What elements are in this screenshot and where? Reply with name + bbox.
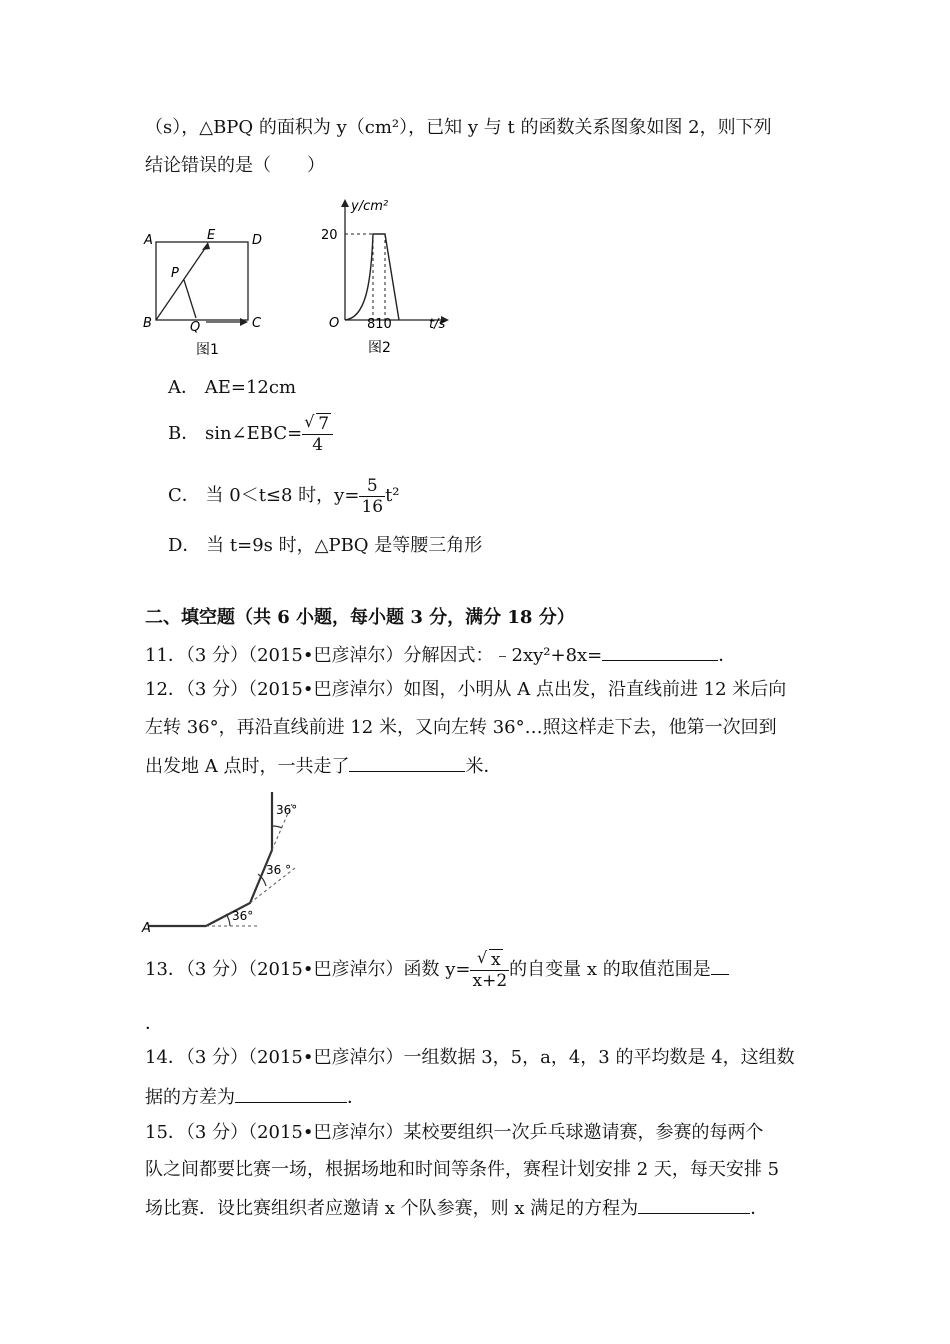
question-13 bbox=[145, 948, 729, 992]
origin-label: O bbox=[329, 316, 340, 331]
q14-line-1: 14．（3 分）（2015•巴彦淖尔）一组数据 3，5，a，4，3 的平均数是 4，这组数 bbox=[145, 1047, 795, 1068]
q13-den: x+2 bbox=[472, 970, 508, 991]
arc-3 bbox=[272, 826, 282, 828]
x-ticks: 810 bbox=[367, 317, 392, 332]
figure-3 bbox=[140, 788, 320, 938]
q12-line-3-post: 米． bbox=[465, 756, 502, 777]
label-a: A bbox=[144, 233, 153, 248]
q13-line-2: ． bbox=[145, 1013, 163, 1034]
option-c-num: 5 bbox=[359, 476, 385, 497]
q14-line-2-pre: 据的方差为 bbox=[145, 1087, 235, 1108]
q15-line-2: 队之间都要比赛一场，根据场地和时间等条件，赛程计划安排 2 天，每天安排 5 bbox=[145, 1159, 780, 1180]
option-d-text: 当 t=9s 时，△PBQ 是等腰三角形 bbox=[206, 535, 483, 556]
q12-line-2: 左转 36°，再沿直线前进 12 米，又向左转 36°…照这样走下去，他第一次回到 bbox=[145, 717, 777, 738]
label-e: E bbox=[207, 228, 216, 243]
section-2-title: 二、填空题（共 6 小题，每小题 3 分，满分 18 分） bbox=[145, 607, 575, 628]
option-b-pre: sin∠EBC= bbox=[204, 423, 303, 444]
caption-fig2: 图2 bbox=[368, 340, 391, 356]
option-a-letter: A． bbox=[168, 377, 199, 398]
option-c-pre: 当 0＜t≤8 时，y= bbox=[205, 485, 360, 506]
option-c-post: t² bbox=[385, 485, 400, 506]
label-p: P bbox=[171, 266, 179, 281]
question-11 bbox=[145, 642, 736, 668]
q14-blank[interactable] bbox=[235, 1084, 347, 1103]
q12-line-1: 12．（3 分）（2015•巴彦淖尔）如图，小明从 A 点出发，沿直线前进 12 米后向 bbox=[145, 679, 787, 700]
q12-blank[interactable] bbox=[349, 753, 465, 772]
q13-post: 的自变量 x 的取值范围是 bbox=[509, 959, 711, 980]
y-axis-arrow bbox=[341, 199, 349, 207]
option-b-den: 4 bbox=[312, 434, 324, 455]
q15-line-3-post: ． bbox=[750, 1198, 769, 1219]
segment-be bbox=[156, 244, 208, 320]
q15-line-3-pre: 场比赛．设比赛组织者应邀请 x 个队参赛，则 x 满足的方程为 bbox=[145, 1198, 639, 1219]
angle-label-3: 36° bbox=[276, 803, 298, 817]
q14-line-2-post: ． bbox=[347, 1087, 365, 1108]
figure-1 bbox=[140, 222, 280, 362]
intro-line-2: 结论错误的是（ ） bbox=[145, 155, 325, 176]
label-q: Q bbox=[190, 320, 201, 335]
label-b: B bbox=[143, 316, 152, 331]
q15-line-3 bbox=[145, 1195, 768, 1221]
q13-pre: 13．（3 分）（2015•巴彦淖尔）函数 y= bbox=[145, 959, 471, 980]
option-a bbox=[168, 376, 296, 400]
point-a-label: A bbox=[142, 921, 151, 936]
label-c: C bbox=[252, 316, 262, 331]
walk-path bbox=[148, 792, 272, 926]
option-c bbox=[168, 474, 400, 518]
option-d-letter: D． bbox=[168, 535, 201, 556]
option-a-text: AE=12cm bbox=[204, 377, 297, 398]
q12-line-3 bbox=[145, 753, 501, 779]
q13-num: x bbox=[491, 949, 501, 970]
curve bbox=[345, 234, 399, 320]
q12-line-3-pre: 出发地 A 点时，一共走了 bbox=[145, 756, 350, 777]
q11-end: ． bbox=[718, 645, 737, 666]
option-b-num: 7 bbox=[318, 413, 330, 434]
q15-blank[interactable] bbox=[638, 1195, 750, 1214]
option-c-letter: C． bbox=[168, 485, 200, 506]
q14-line-2 bbox=[145, 1084, 365, 1110]
option-b bbox=[168, 412, 333, 456]
segment-pq bbox=[184, 280, 196, 318]
y-tick-20: 20 bbox=[321, 228, 338, 243]
angle-label-1: 36° bbox=[232, 909, 254, 923]
q13-blank[interactable] bbox=[711, 956, 729, 975]
intro-line-1: （s），△BPQ 的面积为 y（cm²），已知 y 与 t 的函数关系图象如图 2，则下列 bbox=[145, 117, 772, 138]
caption-fig1: 图1 bbox=[196, 342, 219, 358]
q11-text: 11．（3 分）（2015•巴彦淖尔）分解因式：﹣2xy²+8x= bbox=[145, 645, 603, 666]
figure-2 bbox=[315, 196, 455, 362]
arrow-e bbox=[202, 242, 210, 250]
arc-1 bbox=[226, 914, 230, 926]
angle-label-2: 36 ° bbox=[266, 863, 292, 877]
option-b-fraction bbox=[302, 414, 333, 455]
y-label: y/cm² bbox=[351, 199, 389, 214]
option-c-fraction bbox=[359, 476, 385, 517]
q15-line-1: 15．（3 分）（2015•巴彦淖尔）某校要组织一次乒乓球邀请赛，参赛的每两个 bbox=[145, 1122, 764, 1143]
q13-fraction bbox=[470, 950, 509, 991]
option-c-den: 16 bbox=[361, 496, 384, 517]
q11-blank[interactable] bbox=[602, 642, 718, 661]
arrow-q bbox=[240, 318, 248, 326]
option-b-letter: B． bbox=[168, 423, 200, 444]
option-d bbox=[168, 534, 482, 558]
x-label: t/s bbox=[429, 317, 446, 332]
label-d: D bbox=[252, 233, 263, 248]
